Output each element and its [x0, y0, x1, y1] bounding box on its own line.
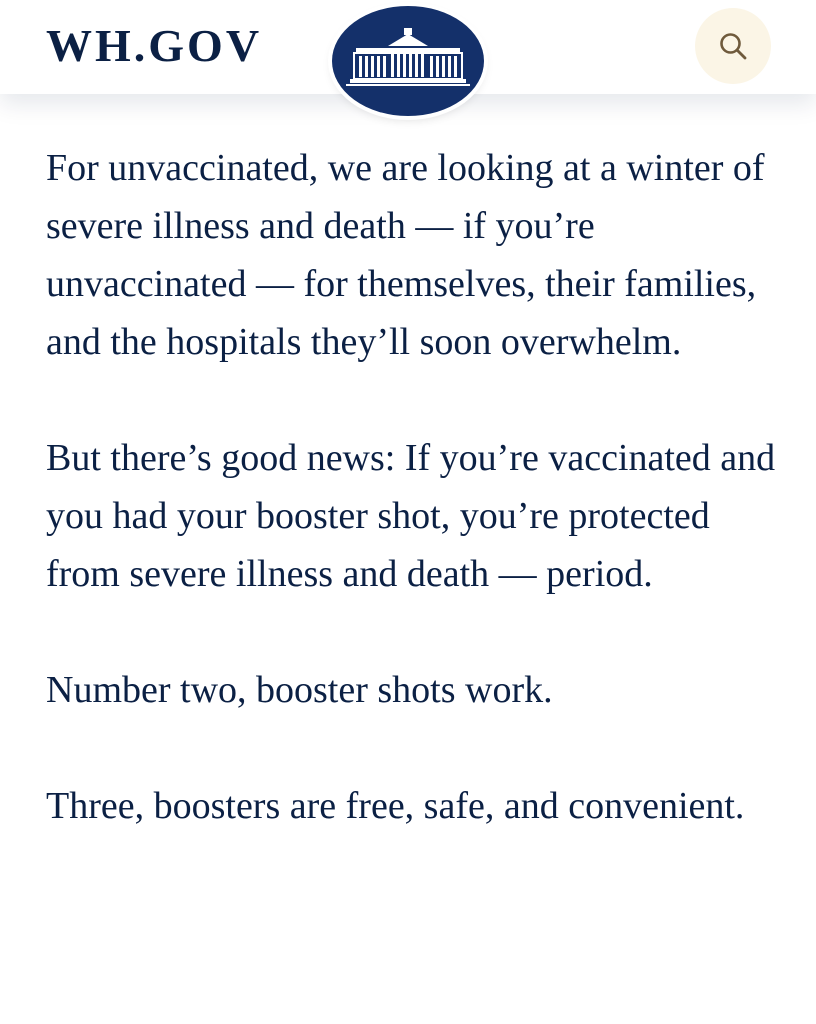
- article-body: [46, 139, 776, 893]
- article-paragraph: But there’s good news: If you’re vaccinated and you had your booster shot, you’re protected from severe illness and death — period.: [46, 437, 776, 595]
- white-house-icon: [332, 6, 484, 116]
- article-paragraph: Number two, booster shots work.: [46, 669, 553, 711]
- site-name-link[interactable]: WH.GOV: [46, 20, 263, 71]
- search-button[interactable]: [695, 8, 771, 84]
- site-header: [0, 0, 816, 94]
- search-icon: [718, 31, 748, 61]
- white-house-logo[interactable]: [332, 6, 484, 116]
- article-paragraph: Three, boosters are free, safe, and convenient.: [46, 785, 745, 827]
- article-paragraph: For unvaccinated, we are looking at a winter of severe illness and death — if you’re unvaccinated — for themselves, their families, and the hospitals they’ll soon overwhelm.: [46, 147, 765, 363]
